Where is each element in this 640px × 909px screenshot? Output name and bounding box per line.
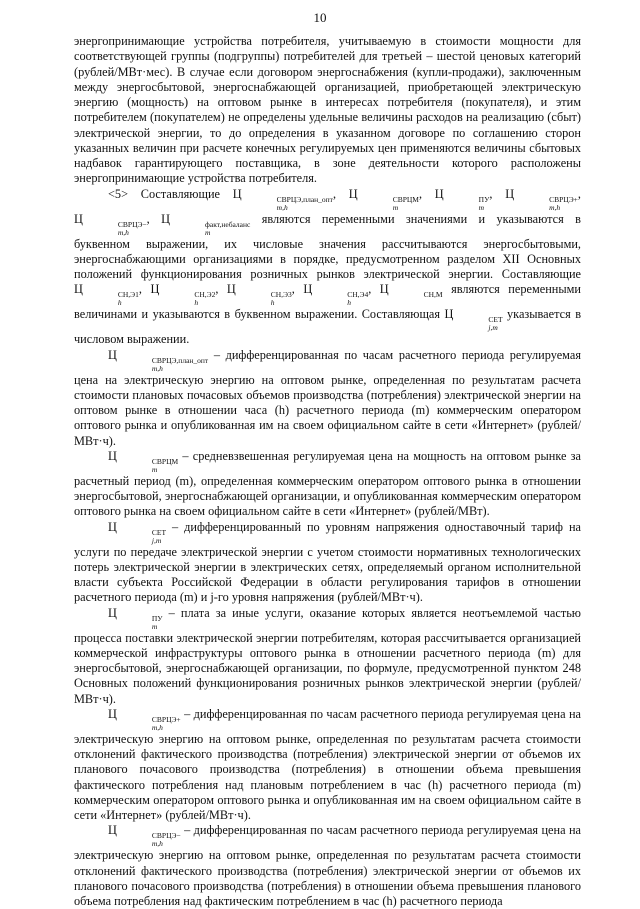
symbol-subscript: m: [205, 227, 211, 237]
price-symbol: [434, 186, 490, 212]
symbol-superscript: СВРЦЭ−: [151, 831, 181, 841]
symbol-superscript: СВРЦЭ,план_опт: [151, 355, 209, 365]
symbol-superscript: СН,Э3: [270, 290, 292, 300]
price-symbol: [303, 282, 369, 308]
price-symbol: [108, 823, 181, 849]
symbol-subscript: h: [347, 298, 351, 308]
symbol-subscript: m,h: [549, 202, 561, 212]
paragraph-p2: Ц СВРЦЭ,план_опт m,h – дифференцированная по часам расчетного периода регулируемая цена на электрическую энергию на оптовом рынке, определенная по результатам расчета стоимости плановых почасовых объемов производства (потребления) электрической энергии на оптовом рынке в отношении часа (h) расчетного периода (m) коммерческим оператором оптового рынка и опубликованная им на своем официальном сайте в сети «Интернет» (рублей/МВт·ч).: [74, 347, 581, 448]
symbol-base: Ц: [108, 347, 117, 362]
price-symbol: [74, 211, 147, 237]
symbol-superscript: СВРЦМ: [151, 456, 179, 466]
symbol-subscript: j,m: [488, 323, 498, 333]
symbol-subscript: h: [270, 298, 275, 308]
price-symbol: [108, 448, 179, 474]
symbol-superscript: СЕТ: [488, 315, 503, 325]
symbol-base: Ц: [444, 307, 454, 322]
price-symbol: [108, 519, 167, 545]
price-symbol: [444, 307, 503, 333]
symbol-subscript: m: [392, 202, 399, 212]
paragraph-p0: энергопринимающие устройства потребителя, учитываемую в стоимости мощности для соответствующей группы (подгруппы) потребителей для третьей – шестой ценовых категорий (рублей/МВт·мес). В случае если договором энергоснабжения (купли-продажи), заключенным между энергосбытовой, энергоснабжающей организацией, приобретающей электрическую энергию (мощность) на оптовом рынке в интересах потребителя (покупателя), и этим потребителем (покупателем) не определены удельные величины расходов на реализацию (сбыт) электрической энергии, то до определения в указанном договоре по соглашению сторон указанных величин при расчете конечных регулируемых цен применяются величины сбытовых надбавок гарантирующего поставщика, в зоне деятельности которого расположены энергопринимающие устройства потребителя.: [74, 34, 581, 186]
symbol-subscript: m,h: [117, 227, 129, 237]
symbol-subscript: m: [151, 621, 158, 631]
symbol-base: Ц: [161, 211, 171, 226]
symbol-base: Ц: [434, 186, 444, 201]
symbol-superscript: СВРЦЭ+: [151, 714, 181, 724]
symbol-base: Ц: [505, 186, 515, 201]
symbol-superscript: СЕТ: [151, 527, 167, 537]
symbol-base: Ц: [108, 448, 117, 463]
symbol-subscript: m: [151, 464, 158, 474]
price-symbol: [108, 706, 181, 732]
symbol-superscript: СН,М: [423, 290, 443, 300]
symbol-superscript: СВРЦЭ+: [549, 194, 578, 204]
symbol-base: Ц: [108, 605, 117, 620]
symbol-subscript: j,m: [151, 535, 162, 545]
price-symbol: [348, 186, 419, 212]
symbol-base: Ц: [108, 519, 117, 534]
symbol-superscript: СВРЦЭ,план_опт: [276, 194, 333, 204]
symbol-base: Ц: [74, 211, 83, 226]
symbol-base: Ц: [379, 282, 389, 297]
paragraph-p1: <5> Составляющие Ц СВРЦЭ,план_опт m,h , Ц СВРЦМ m , Ц ПУ m , Ц СВРЦЭ+ m,h , Ц СВРЦЭ− m,h , Ц факт,небаланс m являются переменными значениями и указываются в буквенном выражении, их числовые значения рассчитываются энергосбытовыми, энергоснабжающими организациями в порядке, предусмотренном разделом XII Основных положений функционирования розничных рынков электрической энергии. Составляющие Ц СН,Э1 h , Ц СН,Э2 h , Ц СН,Э3 h , Ц СН,Э4 h , Ц СН,М являются переменными величинами и указываются в буквенном выражении. Составляющая Ц СЕТ j,m указывается в числовом выражении.: [74, 186, 581, 347]
symbol-subscript: m,h: [151, 363, 163, 373]
paragraph-p4: Ц СЕТ j,m – дифференцированный по уровням напряжения одноставочный тариф на услуги по передаче электрической энергии с учетом стоимости нормативных технологических потерь электрической энергии в электрических сетях, определяемый органом исполнительной власти субъекта Российской Федерации в области регулирования тарифов в отношении расчетного периода (m) и j-го уровня напряжения (рублей/МВт·ч).: [74, 519, 581, 605]
price-symbol: [505, 186, 578, 212]
price-symbol: [150, 282, 216, 308]
symbol-base: Ц: [232, 186, 242, 201]
symbol-subscript: [390, 299, 443, 307]
document-body: [74, 34, 581, 909]
symbol-subscript: m,h: [151, 722, 163, 732]
symbol-base: Ц: [303, 282, 313, 297]
paragraph-p5: Ц ПУ m – плата за иные услуги, оказание которых является неотъемлемой частью процесса поставки электрической энергии потребителям, которая рассчитывается организацией коммерческой инфраструктуры оптового рынка в отношении расчетного периода (m) для энергосбытовой, энергоснабжающей организации, по формуле, предусмотренной пунктом 248 Основных положений функционирования розничных рынков электрической энергии (рублей/МВт·ч).: [74, 605, 581, 706]
symbol-superscript: СН,Э2: [194, 290, 216, 300]
symbol-superscript: ПУ: [151, 613, 163, 623]
price-symbol: [226, 282, 292, 308]
paragraph-p6: Ц СВРЦЭ+ m,h – дифференцированная по часам расчетного периода регулируемая цена на электрическую энергию на оптовом рынке, определенная по результатам расчета стоимости отклонений фактического производства (потребления) электрической энергии от объемов их планового почасового производства (потребления) в отношении объема превышения фактического потребления над плановым потреблением в час (h) расчетного периода (m) коммерческим оператором оптового рынка и опубликованная им на своем официальном сайте в сети «Интернет» (рублей/МВт·ч).: [74, 706, 581, 822]
symbol-base: Ц: [348, 186, 358, 201]
price-symbol: [108, 347, 209, 373]
symbol-superscript: СВРЦМ: [392, 194, 419, 204]
symbol-subscript: m,h: [276, 202, 288, 212]
symbol-base: Ц: [226, 282, 236, 297]
price-symbol: [74, 282, 139, 308]
paragraph-p7: Ц СВРЦЭ− m,h – дифференцированная по часам расчетного периода регулируемая цена на электрическую энергию на оптовом рынке, определенная по результатам расчета стоимости отклонений фактического производства (потребления) электрической энергии от объемов их планового почасового производства (потребления) в отношении объема превышения планового объема потребления над фактическим потреблением в час (h) расчетного периода: [74, 823, 581, 908]
price-symbol: [108, 605, 163, 631]
symbol-superscript: СВРЦЭ−: [117, 219, 147, 229]
symbol-base: Ц: [108, 823, 117, 838]
price-symbol: [232, 186, 333, 212]
symbol-subscript: h: [194, 298, 199, 308]
paragraph-p3: Ц СВРЦМ m – средневзвешенная регулируемая цена на мощность на оптовом рынке за расчетный период (m), определенная коммерческим оператором оптового рынка в отношении энергосбытовой, энергоснабжающей организации, и опубликованная коммерческим оператором оптового рынка на своем официальном сайте в сети «Интернет» (рублей/МВт).: [74, 448, 581, 519]
page-number: 10: [313, 10, 327, 25]
price-symbol: [379, 282, 443, 300]
symbol-subscript: h: [117, 298, 122, 308]
symbol-subscript: m,h: [151, 839, 163, 849]
symbol-superscript: СН,Э1: [117, 290, 139, 300]
symbol-base: Ц: [150, 282, 160, 297]
symbol-superscript: ПУ: [478, 194, 490, 204]
symbol-base: Ц: [108, 706, 117, 721]
price-symbol: [161, 211, 251, 237]
symbol-superscript: факт,небаланс: [205, 219, 251, 229]
symbol-base: Ц: [74, 282, 83, 297]
symbol-superscript: СН,Э4: [347, 290, 369, 300]
symbol-subscript: m: [478, 202, 485, 212]
